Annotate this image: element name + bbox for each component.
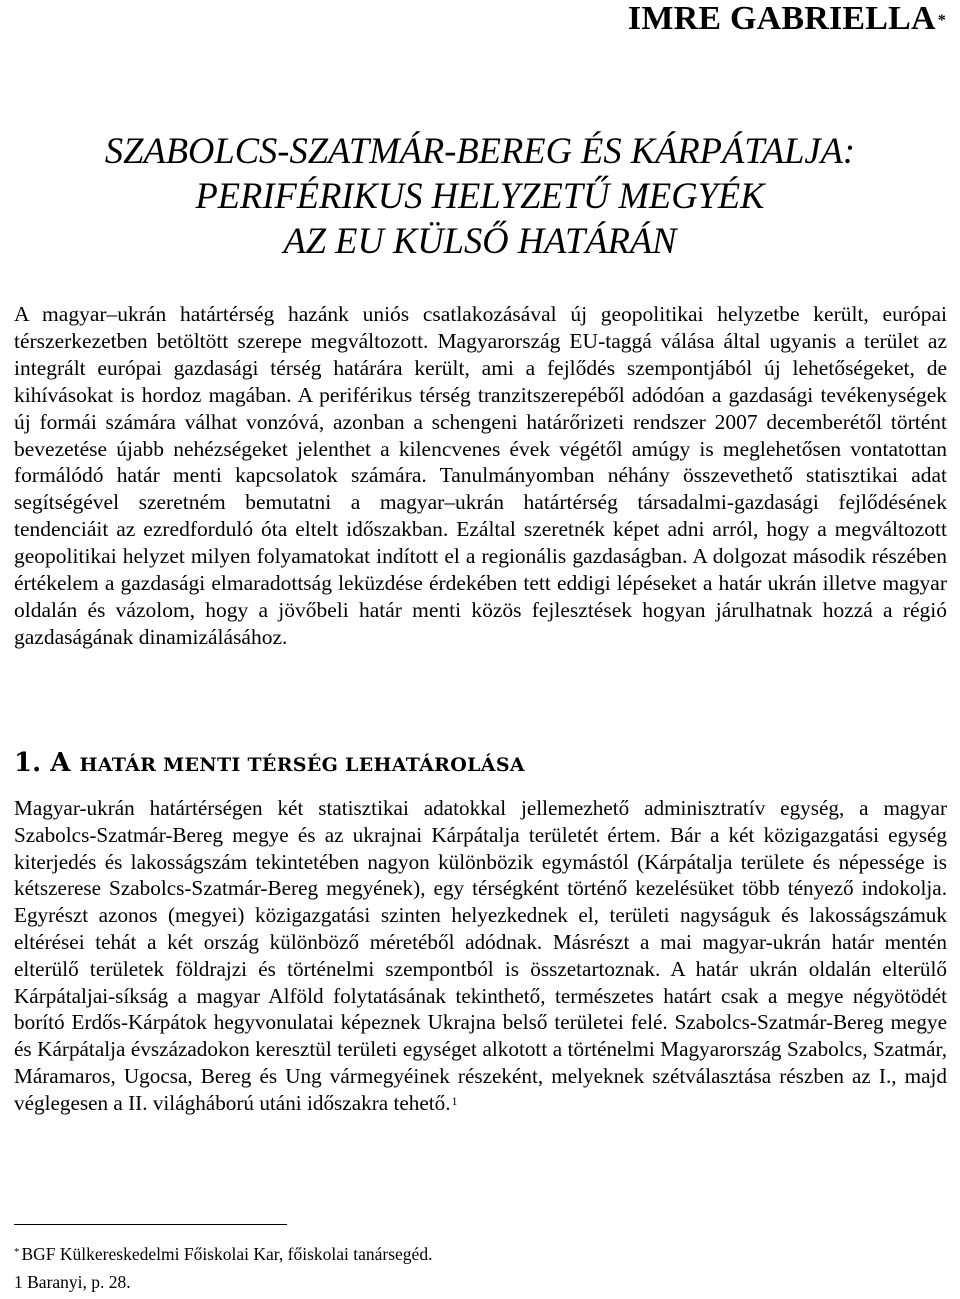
abstract-paragraph: A magyar–ukrán határtérség hazánk uniós csatlakozásával új geopolitikai helyzetbe került, európai térszerkezetben betöltött szerepe megváltozott. Magyarország EU-taggá válása által ugyanis a terület az integrált európai gazdasági térség határára került, ami a fejlődés szempontjából új lehetőségeket, de kihívásokat is hordoz magában. A periférikus térség tranzitszerepéből adódóan a gazdasági tevékenységek új formái számára válhat vonzóvá, azonban a schengeni határőrizeti rendszer 2007 decemberétől történt bevezetése újabb nehézségeket jelenthet a kilencvenes évek végétől amúgy is meglehetősen vontatottan formálódó határ menti kapcsolatok számára. Tanulmányomban néhány összevethető statisztikai adat segítségével szeretném bemutatni a magyar–ukrán határtérség társadalmi-gazdasági fejlődésének tendenciáit az ezredforduló óta eltelt időszakban. Ezáltal szeretnék képet adni arról, hogy a megváltozott geopolitikai helyzet milyen folyamatokat indított el a regionális gazdaságban. A dolgozat második részében értékelem a gazdasági elmaradottság leküzdése érdekében tett eddigi lépéseket a határ ukrán illetve magyar oldalán és vázolom, hogy a jövőbeli határ menti közös fejlesztések hogyan járulhatnak hozzá a régió gazdaságának dinamizálásához. [14,302,947,649]
footnote-separator [14,1224,287,1225]
title-line-1: SZABOLCS-SZATMÁR-BEREG ÉS KÁRPÁTALJA: [104,130,856,171]
footnotes [14,1240,914,1296]
author-footnote-mark: * [937,12,946,29]
footnote-1 [14,1268,914,1296]
title-line-2: PERIFÉRIKUS HELYZETŰ MEGYÉK [195,175,765,216]
body-paragraph [14,795,947,1117]
footnote-reference-1: 1 [451,1093,458,1108]
section-title-rest: HATÁR MENTI TÉRSÉG LEHATÁROLÁSA [79,754,525,776]
article-title [0,128,960,263]
section-body [14,795,947,1117]
footnote-author-text: BGF Külkereskedelmi Főiskolai Kar, főiskolai tanársegéd. [21,1244,433,1264]
body-paragraph-text: Magyar-ukrán határtérségen két statisztikai adatokkal jellemezhető adminisztratív egység, a magyar Szabolcs-Szatmár-Bereg megye és az ukrajnai Kárpátalja területét értem. Bár a két közigazgatási egység kiterjedés és lakosságszám tekintetében nagyon különbözik egymástól (Kárpátalja területe és népessége is kétszerese Szabolcs-Szatmár-Bereg megyének), egy térségként történő kezelésüket több tényező indokolja. Egyrészt azonos (megyei) közigazgatási szinten helyezkednek el, területi nagyságuk és lakosságszámuk eltérései tehát a két ország különböző méretéből adódnak. Másrészt a mai magyar-ukrán határ mentén elterülő területek földrajzi és történelmi szempontból is összetartoznak. A határ ukrán oldalán elterülő Kárpátaljai-síkság a magyar Alföld folytatásának tekinthető, természetes határt csak a megye négyötödét borító Erdős-Kárpátok hegyvonulatai képeznek Ukrajna belső területei felé. Szabolcs-Szatmár-Bereg megye és Kárpátalja évszázadokon keresztül területi egységet alkotott a történelmi Magyarország Szabolcs, Szatmár, Máramaros, Ugocsa, Bereg és Ung vármegyéinek részeként, melyeknek szétválasztása részben az I., majd véglegesen a II. világháború utáni időszakra tehető. [14,796,947,1115]
footnote-author-mark: * [14,1246,20,1258]
footnote-author [14,1240,914,1268]
abstract [14,301,947,651]
section-heading [14,745,525,783]
author-name [628,0,946,38]
footnote-1-text: 1 Baranyi, p. 28. [14,1272,131,1292]
author-name-text: IMRE GABRIELLA [627,0,936,37]
section-title-initial: A [50,748,71,778]
section-number: 1. [14,748,42,778]
title-line-3: AZ EU KÜLSŐ HATÁRÁN [283,220,677,261]
